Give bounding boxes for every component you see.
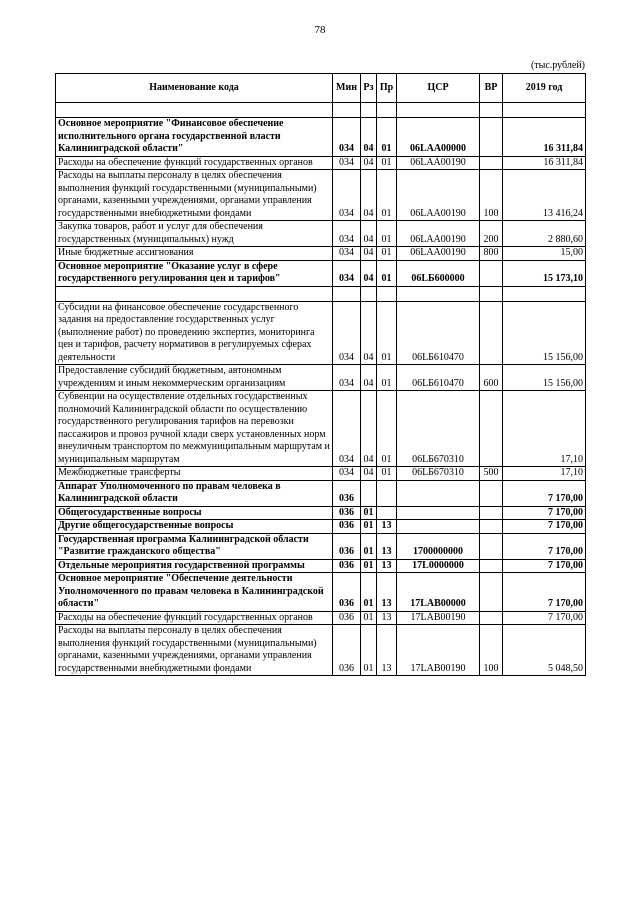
cell-pr: 13 (377, 533, 397, 559)
page-number: 78 (314, 24, 326, 36)
cell-rz: 01 (361, 625, 377, 676)
cell-vr (480, 118, 503, 157)
table-row (56, 506, 586, 520)
cell-vr (480, 573, 503, 612)
cell-name: Расходы на обеспечение функций государственных органов (56, 611, 333, 625)
cell-csr: 06LБ670310 (397, 467, 480, 481)
cell-sum: 5 048,50 (503, 625, 586, 676)
cell-rz: 01 (361, 533, 377, 559)
cell-vr (480, 156, 503, 170)
cell-min: 036 (333, 520, 361, 534)
cell-rz: 04 (361, 170, 377, 221)
cell-csr: 06LAA00190 (397, 156, 480, 170)
header-rz: Рз (361, 74, 377, 103)
cell-rz: 04 (361, 247, 377, 261)
cell-pr: 13 (377, 625, 397, 676)
cell-min: 036 (333, 611, 361, 625)
cell-min: 036 (333, 559, 361, 573)
cell-csr (397, 506, 480, 520)
table-row (56, 260, 586, 286)
cell-vr: 100 (480, 170, 503, 221)
cell-pr: 01 (377, 118, 397, 157)
cell-min: 036 (333, 625, 361, 676)
table-row (56, 559, 586, 573)
cell-pr: 01 (377, 156, 397, 170)
header-name: Наименование кода (56, 74, 333, 103)
cell-csr: 06LБ610470 (397, 365, 480, 391)
table-row (56, 301, 586, 365)
cell-sum: 7 170,00 (503, 506, 586, 520)
spacer-cell (503, 103, 586, 118)
cell-csr: 17LAB00000 (397, 573, 480, 612)
cell-rz: 04 (361, 391, 377, 467)
cell-min: 034 (333, 467, 361, 481)
cell-pr: 13 (377, 520, 397, 534)
table-row (56, 221, 586, 247)
cell-sum: 17,10 (503, 467, 586, 481)
cell-min: 034 (333, 301, 361, 365)
cell-vr (480, 506, 503, 520)
cell-sum: 16 311,84 (503, 118, 586, 157)
spacer-cell (361, 286, 377, 301)
header-min: Мин (333, 74, 361, 103)
cell-rz: 04 (361, 467, 377, 481)
cell-sum: 7 170,00 (503, 480, 586, 506)
cell-name: Иные бюджетные ассигнования (56, 247, 333, 261)
cell-rz: 04 (361, 221, 377, 247)
header-year: 2019 год (503, 74, 586, 103)
cell-name: Субвенции на осуществление отдельных государственных полномочий Калининградской области по осуществлению государственного регулирования тарифов на перевозки пассажиров и провоз ручной клади сверх установленных норм внеуличным транспортом по межмуниципальным маршрутам и муниципальным маршрутам (56, 391, 333, 467)
cell-vr (480, 520, 503, 534)
cell-rz: 01 (361, 611, 377, 625)
cell-csr: 17LAB00190 (397, 625, 480, 676)
cell-vr: 800 (480, 247, 503, 261)
cell-csr: 06LAA00190 (397, 170, 480, 221)
cell-min: 034 (333, 156, 361, 170)
table-spacer-row (56, 103, 586, 118)
cell-vr: 200 (480, 221, 503, 247)
cell-name: Предоставление субсидий бюджетным, автономным учреждениям и иным некоммерческим организациям (56, 365, 333, 391)
cell-vr: 600 (480, 365, 503, 391)
cell-name: Субсидии на финансовое обеспечение государственного задания на предоставление государственных услуг (выполнение работ) по проведению экспертиз, мониторинга цен и тарифов, расчету нормативов в регулируемых сферах деятельности (56, 301, 333, 365)
cell-min: 034 (333, 247, 361, 261)
cell-rz: 04 (361, 260, 377, 286)
cell-csr: 06LБ610470 (397, 301, 480, 365)
cell-csr (397, 520, 480, 534)
header-csr: ЦСР (397, 74, 480, 103)
cell-csr: 06LAA00190 (397, 247, 480, 261)
table-row (56, 156, 586, 170)
cell-pr: 01 (377, 301, 397, 365)
cell-vr (480, 391, 503, 467)
cell-vr (480, 301, 503, 365)
cell-name: Закупка товаров, работ и услуг для обеспечения государственных (муниципальных) нужд (56, 221, 333, 247)
spacer-cell (480, 286, 503, 301)
cell-name: Отдельные мероприятия государственной программы (56, 559, 333, 573)
cell-vr: 500 (480, 467, 503, 481)
spacer-cell (397, 286, 480, 301)
cell-pr: 01 (377, 170, 397, 221)
cell-min: 036 (333, 506, 361, 520)
cell-pr: 01 (377, 260, 397, 286)
cell-pr: 13 (377, 559, 397, 573)
cell-sum: 15 173,10 (503, 260, 586, 286)
cell-min: 036 (333, 480, 361, 506)
table-row (56, 480, 586, 506)
units-label: (тыс.рублей) (530, 60, 585, 71)
cell-vr (480, 533, 503, 559)
cell-csr (397, 480, 480, 506)
cell-csr: 06LAA00190 (397, 221, 480, 247)
cell-csr: 06LБ600000 (397, 260, 480, 286)
cell-name: Основное мероприятие "Финансовое обеспечение исполнительного органа государственной власти Калининградской области" (56, 118, 333, 157)
spacer-cell (503, 286, 586, 301)
table-row (56, 247, 586, 261)
spacer-cell (397, 103, 480, 118)
cell-sum: 17,10 (503, 391, 586, 467)
table-row (56, 391, 586, 467)
cell-pr: 13 (377, 573, 397, 612)
cell-vr: 100 (480, 625, 503, 676)
cell-name: Государственная программа Калининградской области "Развитие гражданского общества" (56, 533, 333, 559)
cell-name: Основное мероприятие "Обеспечение деятельности Уполномоченного по правам человека в Калининградской области" (56, 573, 333, 612)
cell-pr: 01 (377, 221, 397, 247)
cell-rz: 01 (361, 573, 377, 612)
cell-min: 034 (333, 118, 361, 157)
spacer-cell (333, 286, 361, 301)
table-row (56, 625, 586, 676)
cell-rz: 04 (361, 118, 377, 157)
cell-rz: 04 (361, 156, 377, 170)
cell-min: 034 (333, 221, 361, 247)
cell-min: 034 (333, 260, 361, 286)
cell-pr: 01 (377, 467, 397, 481)
cell-vr (480, 611, 503, 625)
table-row (56, 170, 586, 221)
table-row (56, 520, 586, 534)
table-row (56, 467, 586, 481)
table-row (56, 533, 586, 559)
cell-sum: 7 170,00 (503, 520, 586, 534)
cell-rz: 01 (361, 559, 377, 573)
cell-name: Расходы на выплаты персоналу в целях обеспечения выполнения функций государственными (муниципальными) органами, казенными учреждениями, органами управления государственными внебюджетными фондами (56, 625, 333, 676)
header-vr: ВР (480, 74, 503, 103)
table-header-row (56, 74, 586, 103)
cell-rz: 01 (361, 520, 377, 534)
spacer-cell (56, 103, 333, 118)
cell-min: 034 (333, 391, 361, 467)
table-row (56, 611, 586, 625)
table-body (56, 103, 586, 676)
header-pr: Пр (377, 74, 397, 103)
cell-vr (480, 480, 503, 506)
cell-pr: 13 (377, 611, 397, 625)
cell-min: 036 (333, 533, 361, 559)
spacer-cell (56, 286, 333, 301)
cell-sum: 7 170,00 (503, 559, 586, 573)
cell-min: 034 (333, 170, 361, 221)
spacer-cell (361, 103, 377, 118)
table-row (56, 365, 586, 391)
table-row (56, 118, 586, 157)
cell-sum: 15,00 (503, 247, 586, 261)
cell-vr (480, 559, 503, 573)
spacer-cell (377, 286, 397, 301)
spacer-cell (480, 103, 503, 118)
cell-name: Общегосударственные вопросы (56, 506, 333, 520)
cell-pr: 01 (377, 391, 397, 467)
cell-name: Основное мероприятие "Оказание услуг в сфере государственного регулирования цен и тарифов" (56, 260, 333, 286)
cell-sum: 7 170,00 (503, 611, 586, 625)
cell-csr: 06LAA00000 (397, 118, 480, 157)
cell-rz: 04 (361, 301, 377, 365)
cell-name: Расходы на обеспечение функций государственных органов (56, 156, 333, 170)
cell-pr (377, 506, 397, 520)
cell-vr (480, 260, 503, 286)
cell-csr: 06LБ670310 (397, 391, 480, 467)
cell-rz: 04 (361, 365, 377, 391)
cell-rz: 01 (361, 506, 377, 520)
cell-min: 036 (333, 573, 361, 612)
cell-name: Межбюджетные трансферты (56, 467, 333, 481)
cell-sum: 7 170,00 (503, 573, 586, 612)
cell-sum: 13 416,24 (503, 170, 586, 221)
spacer-cell (333, 103, 361, 118)
table-row (56, 573, 586, 612)
budget-table (55, 73, 586, 676)
cell-name: Другие общегосударственные вопросы (56, 520, 333, 534)
cell-csr: 17L0000000 (397, 559, 480, 573)
cell-rz (361, 480, 377, 506)
cell-sum: 7 170,00 (503, 533, 586, 559)
table-spacer-row (56, 286, 586, 301)
cell-csr: 17LAB00190 (397, 611, 480, 625)
cell-sum: 2 880,60 (503, 221, 586, 247)
cell-sum: 16 311,84 (503, 156, 586, 170)
spacer-cell (377, 103, 397, 118)
cell-sum: 15 156,00 (503, 301, 586, 365)
cell-pr: 01 (377, 365, 397, 391)
cell-min: 034 (333, 365, 361, 391)
cell-pr: 01 (377, 247, 397, 261)
cell-name: Расходы на выплаты персоналу в целях обеспечения выполнения функций государственными (муниципальными) органами, казенными учреждениями, органами управления государственными внебюджетными фондами (56, 170, 333, 221)
cell-sum: 15 156,00 (503, 365, 586, 391)
cell-csr: 1700000000 (397, 533, 480, 559)
cell-pr (377, 480, 397, 506)
cell-name: Аппарат Уполномоченного по правам человека в Калининградской области (56, 480, 333, 506)
